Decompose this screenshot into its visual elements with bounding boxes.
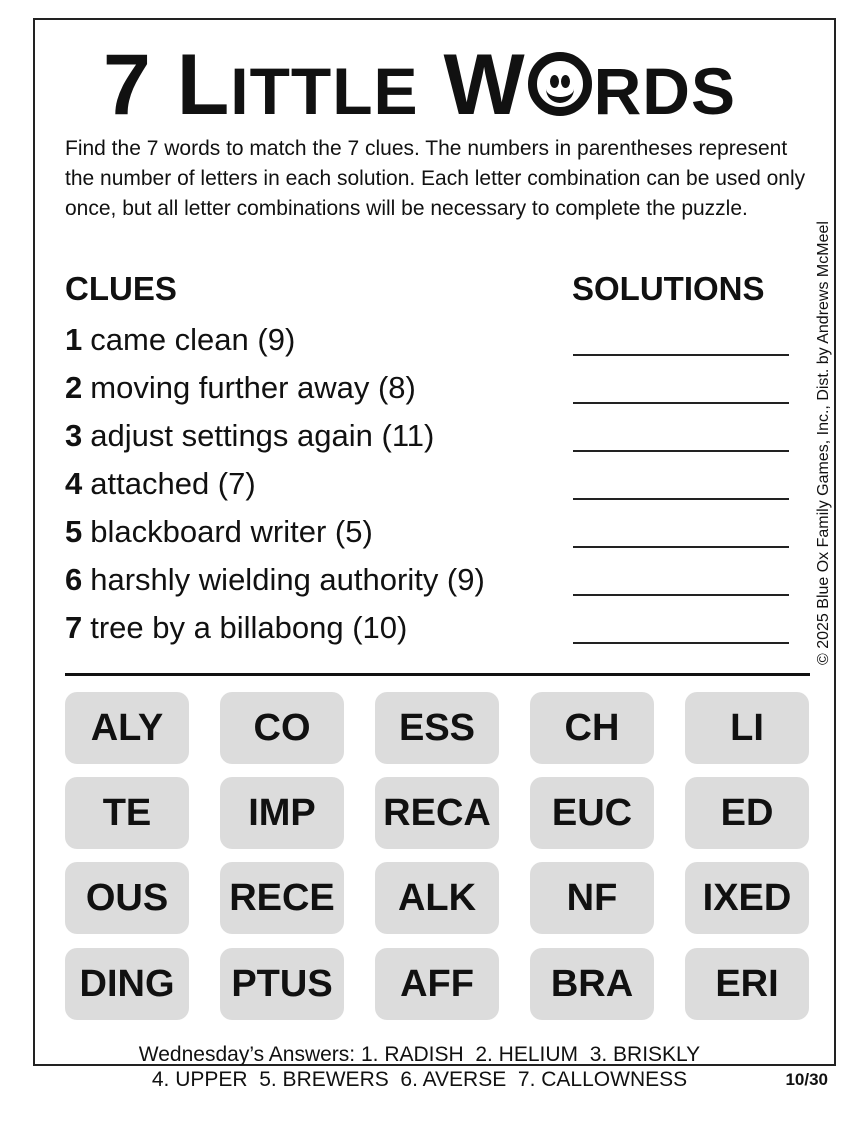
copyright-notice: © 2025 Blue Ox Family Games, Inc., Dist. by Andrews McMeel	[815, 221, 832, 665]
solution-line-4[interactable]	[573, 498, 789, 500]
letter-tile[interactable]: ED	[685, 777, 809, 849]
letter-tile[interactable]: DING	[65, 948, 189, 1020]
title-part-4: RDS	[593, 54, 736, 128]
clues-header: CLUES	[65, 270, 177, 307]
clue-text: blackboard writer (5)	[90, 514, 373, 549]
title-part-2: ITTLE	[230, 54, 419, 128]
clue-number: 5	[65, 514, 83, 549]
letter-tile[interactable]: RECA	[375, 777, 499, 849]
clue-text: tree by a billabong (10)	[90, 610, 408, 645]
letter-tile[interactable]: ALY	[65, 692, 189, 764]
solution-line-3[interactable]	[573, 450, 789, 452]
previous-answers	[35, 1042, 804, 1092]
solution-line-6[interactable]	[573, 594, 789, 596]
puzzle-title	[35, 37, 804, 133]
letter-tile[interactable]: TE	[65, 777, 189, 849]
clue-number: 6	[65, 562, 83, 597]
letter-tile[interactable]: AFF	[375, 948, 499, 1020]
clue-text: harshly wielding authority (9)	[90, 562, 485, 597]
solution-line-2[interactable]	[573, 402, 789, 404]
clue-number: 2	[65, 370, 83, 405]
letter-tile[interactable]: LI	[685, 692, 809, 764]
letter-tile[interactable]: ALK	[375, 862, 499, 934]
clue-4	[65, 466, 256, 502]
letter-tile[interactable]: NF	[530, 862, 654, 934]
answers-line-1: Wednesday’s Answers: 1. RADISH 2. HELIUM 3. BRISKLY	[138, 1043, 701, 1066]
answers-line-2: 4. UPPER 5. BREWERS 6. AVERSE 7. CALLOWNESS	[151, 1068, 688, 1091]
letter-tile[interactable]: BRA	[530, 948, 654, 1020]
clue-text: adjust settings again (11)	[90, 418, 435, 453]
clue-number: 4	[65, 466, 83, 501]
solution-line-7[interactable]	[573, 642, 789, 644]
clue-text: attached (7)	[90, 466, 256, 501]
solution-line-1[interactable]	[573, 354, 789, 356]
letter-tile[interactable]: RECE	[220, 862, 344, 934]
clue-6	[65, 562, 485, 598]
puzzle-date: 10/30	[785, 1070, 828, 1089]
clue-number: 3	[65, 418, 83, 453]
title-part-3: W	[418, 37, 526, 133]
letter-tile[interactable]: IXED	[685, 862, 809, 934]
clue-5	[65, 514, 373, 550]
letter-tile[interactable]: OUS	[65, 862, 189, 934]
clue-7	[65, 610, 407, 646]
instructions: Find the 7 words to match the 7 clues. The numbers in parentheses represent the number of letters in each solution. Each letter combination can be used only once, but all letter combinations will be necessary to complete the puzzle.	[65, 137, 806, 220]
clue-number: 1	[65, 322, 83, 357]
smiley-face-icon	[528, 52, 592, 116]
letter-tile[interactable]: IMP	[220, 777, 344, 849]
letter-tile[interactable]: PTUS	[220, 948, 344, 1020]
clue-3	[65, 418, 434, 454]
title-part-1: 7 L	[102, 37, 231, 133]
clue-2	[65, 370, 416, 406]
clue-1	[65, 322, 295, 358]
divider	[65, 673, 810, 676]
solutions-header: SOLUTIONS	[572, 270, 765, 307]
letter-tile[interactable]: ESS	[375, 692, 499, 764]
letter-tile[interactable]: CH	[530, 692, 654, 764]
letter-tile[interactable]: EUC	[530, 777, 654, 849]
letter-tile[interactable]: ERI	[685, 948, 809, 1020]
clue-text: came clean (9)	[90, 322, 296, 357]
solution-line-5[interactable]	[573, 546, 789, 548]
puzzle-frame	[33, 18, 836, 1091]
letter-tile[interactable]: CO	[220, 692, 344, 764]
clue-text: moving further away (8)	[90, 370, 416, 405]
clue-number: 7	[65, 610, 83, 645]
